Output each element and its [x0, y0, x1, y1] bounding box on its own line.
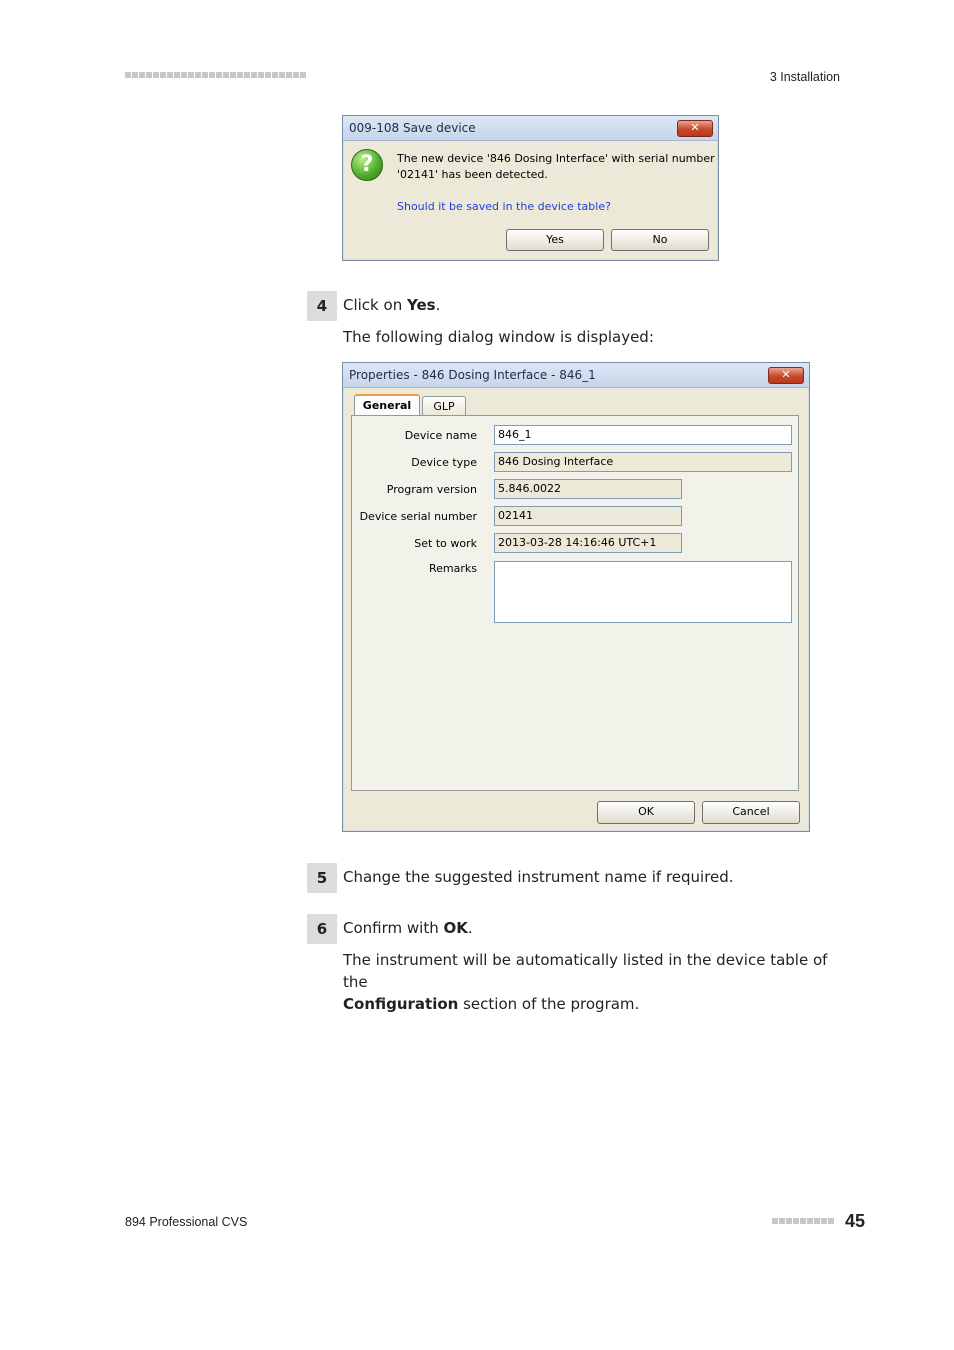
- footer-decoration: [772, 1218, 834, 1224]
- save-device-titlebar: [343, 116, 718, 141]
- program-version-field: 5.846.0022: [494, 479, 682, 499]
- header-decoration: [125, 72, 306, 80]
- serial-number-field: 02141: [494, 506, 682, 526]
- chapter-heading: 3 Installation: [769, 70, 840, 84]
- result-line1: The instrument will be automatically listed in the device table of the: [343, 951, 828, 991]
- device-type-label: Device type: [411, 456, 477, 469]
- set-to-work-field: 2013-03-28 14:16:46 UTC+1: [494, 533, 682, 553]
- step-text: Confirm with: [343, 919, 444, 937]
- yes-button[interactable]: Yes: [506, 229, 604, 251]
- step-text: Click on: [343, 296, 407, 314]
- program-version-label: Program version: [386, 483, 477, 496]
- footer-title: 894 Professional CVS: [125, 1215, 248, 1229]
- save-device-title: 009-108 Save device: [349, 121, 476, 135]
- save-device-question: Should it be saved in the device table?: [397, 200, 611, 213]
- properties-dialog: [342, 362, 810, 832]
- step-keyword: Yes: [406, 296, 436, 314]
- close-icon[interactable]: ✕: [768, 367, 804, 384]
- cancel-button[interactable]: Cancel: [702, 801, 800, 824]
- device-name-label: Device name: [404, 429, 477, 442]
- tab-general[interactable]: General: [354, 394, 420, 415]
- properties-title: Properties - 846 Dosing Interface - 846_1: [349, 368, 596, 382]
- set-to-work-label: Set to work: [414, 537, 477, 550]
- save-device-message-line1: The new device '846 Dosing Interface' with serial number: [397, 152, 715, 165]
- result-line2: section of the program.: [458, 995, 640, 1013]
- serial-number-label: Device serial number: [359, 510, 477, 523]
- step-text-end: .: [467, 919, 473, 937]
- remarks-label: Remarks: [429, 562, 477, 575]
- step-number: 5: [307, 863, 337, 893]
- properties-titlebar: [343, 363, 809, 388]
- ok-button[interactable]: OK: [597, 801, 695, 824]
- step-followup: The following dialog window is displayed:: [343, 328, 654, 346]
- tab-glp[interactable]: GLP: [422, 396, 466, 415]
- save-device-dialog: [342, 115, 719, 261]
- step-text-end: .: [435, 296, 441, 314]
- general-tab-panel: [351, 415, 799, 791]
- close-icon[interactable]: ✕: [677, 120, 713, 137]
- remarks-textarea[interactable]: [494, 561, 792, 623]
- step-number: 4: [307, 291, 337, 321]
- step-keyword: OK: [443, 919, 468, 937]
- device-type-field: 846 Dosing Interface: [494, 452, 792, 472]
- save-device-message-line2: '02141' has been detected.: [397, 168, 548, 181]
- step-instruction: Change the suggested instrument name if required.: [343, 868, 734, 886]
- step-instruction: [343, 917, 473, 939]
- page-number: 45: [845, 1211, 866, 1231]
- device-name-input[interactable]: 846_1: [494, 425, 792, 445]
- question-icon: ?: [351, 149, 383, 181]
- step-number: 6: [307, 914, 337, 944]
- result-keyword: Configuration: [343, 995, 459, 1013]
- step-result-paragraph: [343, 949, 843, 1015]
- no-button[interactable]: No: [611, 229, 709, 251]
- step-instruction: [343, 294, 440, 316]
